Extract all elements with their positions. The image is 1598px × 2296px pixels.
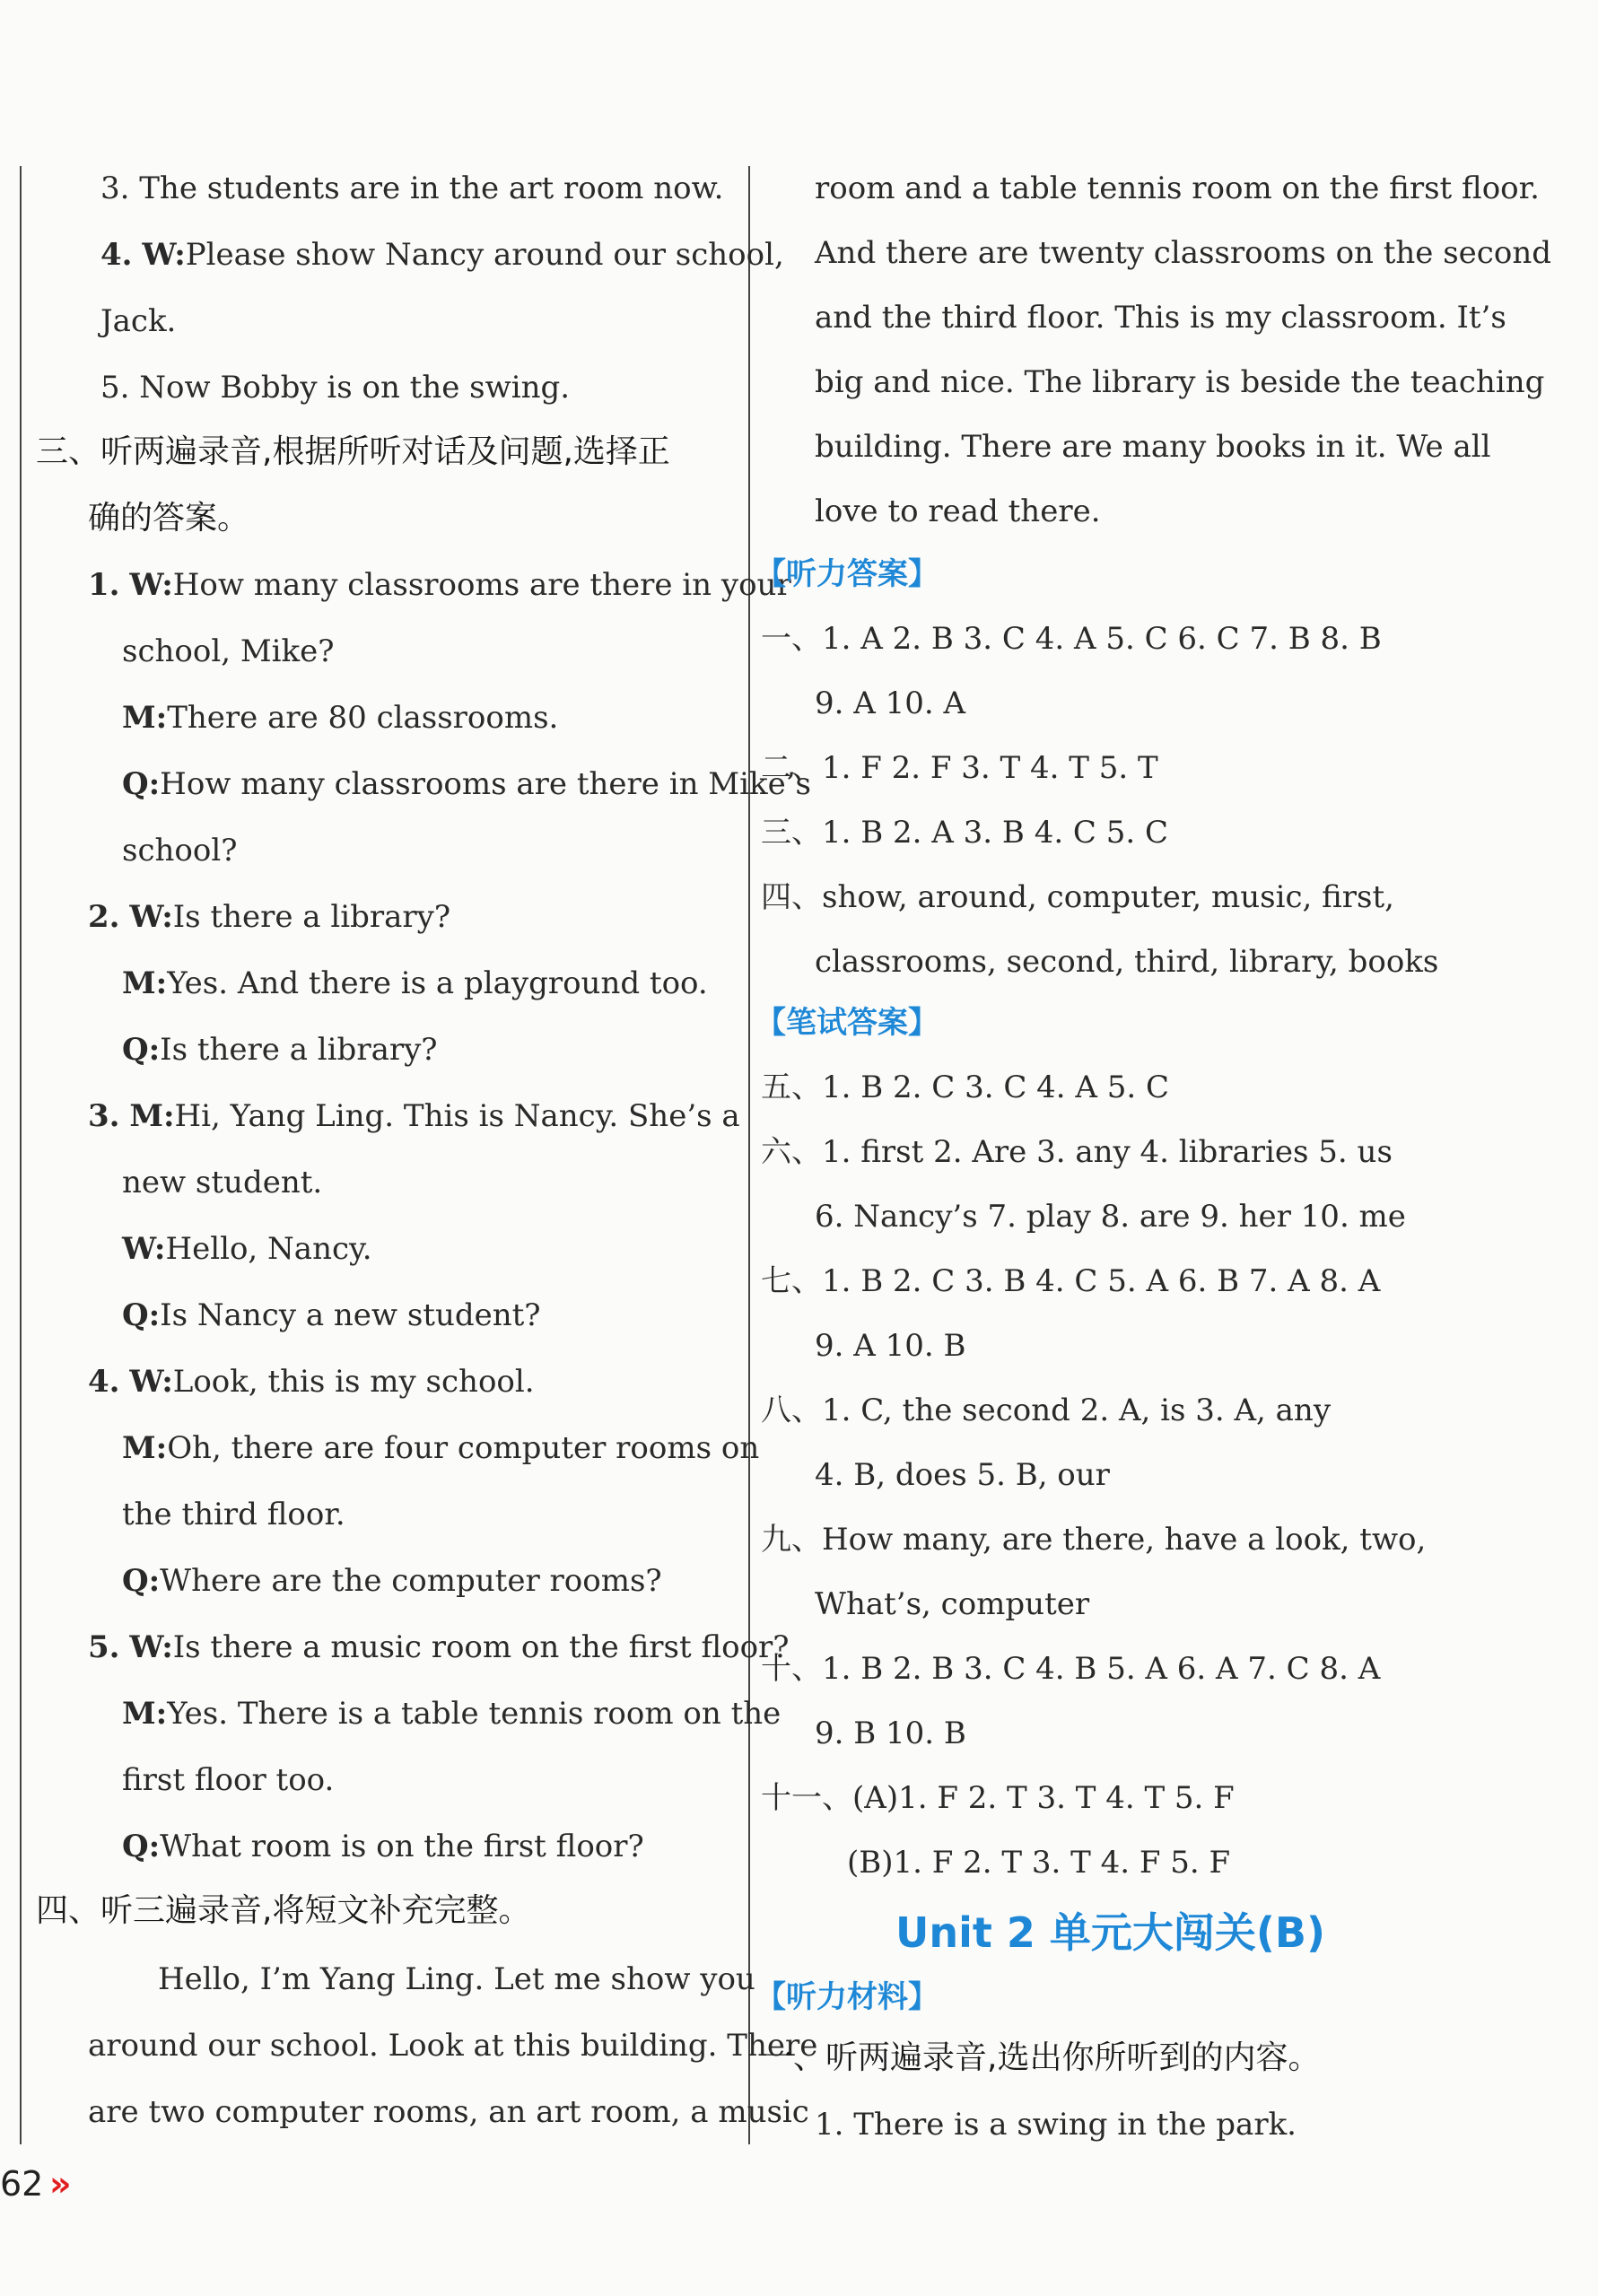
speaker-label: W: — [142, 237, 186, 273]
answer-line-10b: 9. B 10. B — [815, 1715, 966, 1751]
speaker-label: W: — [129, 567, 173, 603]
dialogue-text: Look, this is my school. — [172, 1364, 535, 1400]
column-divider — [748, 166, 750, 2144]
answer-line-9: 九、How many, are there, have a look, two, — [761, 1522, 1427, 1558]
speaker-label: M: — [122, 700, 168, 736]
dialogue-text: Hello, Nancy. — [165, 1231, 372, 1267]
dialogue-5-q — [122, 1829, 644, 1864]
dialogue-text: Is there a music room on the first floor? — [172, 1629, 790, 1665]
dialogue-5-m — [122, 1696, 781, 1732]
dialogue-1-m — [122, 700, 558, 736]
dialogue-4-q — [122, 1563, 662, 1599]
dialogue-text: Oh, there are four computer rooms on — [167, 1430, 760, 1466]
dialogue-text: How many classrooms are there in your — [172, 567, 791, 603]
answer-line-4: 四、show, around, computer, music, first, — [761, 879, 1394, 915]
dialogue-text: Yes. And there is a playground too. — [167, 965, 708, 1001]
dialogue-1-w — [88, 567, 791, 603]
speaker-label: Q: — [122, 1829, 161, 1864]
speaker-label: M: — [122, 1430, 168, 1466]
answer-line-1: 一、1. A 2. B 3. C 4. A 5. C 6. C 7. B 8. B — [761, 621, 1382, 657]
listening-material-header: 【听力材料】 — [755, 1979, 939, 2015]
dialogue-3-m-cont: new student. — [122, 1165, 323, 1200]
answer-line-4b: classrooms, second, third, library, books — [815, 944, 1439, 980]
item-number: 5. — [88, 1629, 120, 1665]
item-number: 4. — [100, 237, 133, 273]
dialogue-4-w — [88, 1364, 535, 1400]
item-number: 1. — [88, 567, 120, 603]
speaker-label: W: — [129, 1629, 173, 1665]
answer-line-7b: 9. A 10. B — [815, 1328, 966, 1364]
dialogue-text: How many classrooms are there in Mike’s — [160, 766, 811, 802]
dialogue-5-m-cont: first floor too. — [122, 1762, 335, 1798]
dialogue-text: Is Nancy a new student? — [160, 1297, 541, 1333]
dialogue-text: Where are the computer rooms? — [160, 1563, 662, 1599]
dialogue-3-q — [122, 1297, 541, 1333]
speaker-label: Q: — [122, 766, 161, 802]
passage-line-4: room and a table tennis room on the first floor. — [815, 170, 1540, 206]
dialogue-4-m-cont: the third floor. — [122, 1497, 345, 1532]
answer-line-11: 十一、(A)1. F 2. T 3. T 4. T 5. F — [761, 1780, 1235, 1816]
dialogue-2-q — [122, 1032, 438, 1068]
dialogue-text: Is there a library? — [160, 1032, 438, 1068]
speaker-label: Q: — [122, 1032, 161, 1068]
speaker-label: W: — [122, 1231, 166, 1267]
dialogue-text: What room is on the first floor? — [160, 1829, 644, 1864]
dialogue-3-m — [88, 1098, 740, 1134]
passage-line-3: are two computer rooms, an art room, a music — [88, 2094, 809, 2130]
passage-line-7: big and nice. The library is beside the teaching — [815, 364, 1545, 400]
listening-item-3: 3. The students are in the art room now. — [100, 170, 724, 206]
speaker-label: M: — [122, 965, 168, 1001]
page-number: 62 — [0, 2164, 44, 2204]
passage-line-2: around our school. Look at this building. There — [88, 2028, 818, 2064]
written-answers-header: 【笔试答案】 — [755, 1005, 939, 1041]
dialogue-2-w — [88, 899, 450, 935]
answer-line-7: 七、1. B 2. C 3. B 4. C 5. A 6. B 7. A 8. A — [761, 1263, 1381, 1299]
answer-line-8b: 4. B, does 5. B, our — [815, 1457, 1110, 1493]
dialogue-text: Is there a library? — [172, 899, 451, 935]
double-chevron-right-icon: » — [49, 2164, 72, 2204]
answer-line-5: 五、1. B 2. C 3. C 4. A 5. C — [761, 1069, 1170, 1105]
listening-item-5: 5. Now Bobby is on the swing. — [100, 370, 571, 406]
passage-line-6: and the third floor. This is my classroom. It’s — [815, 300, 1506, 336]
answer-line-10: 十、1. B 2. B 3. C 4. B 5. A 6. A 7. C 8. A — [761, 1651, 1381, 1687]
item-number: 3. — [88, 1098, 120, 1134]
item-number: 4. — [88, 1364, 120, 1400]
answer-line-8: 八、1. C, the second 2. A, is 3. A, any — [761, 1392, 1332, 1428]
passage-line-9: love to read there. — [815, 493, 1101, 529]
section-3-title-cont: 确的答案。 — [88, 500, 250, 537]
passage-line-1: Hello, I’m Yang Ling. Let me show you — [158, 1961, 755, 1997]
dialogue-1-w-cont: school, Mike? — [122, 633, 335, 669]
dialogue-3-w — [122, 1231, 372, 1267]
unit-title: Unit 2 单元大闯关(B) — [895, 1908, 1326, 1957]
speaker-label: Q: — [122, 1297, 161, 1333]
section-1-item-1: 1. There is a swing in the park. — [815, 2107, 1297, 2143]
dialogue-text: Hi, Yang Ling. This is Nancy. She’s a — [174, 1098, 740, 1134]
answer-line-6: 六、1. first 2. Are 3. any 4. libraries 5. us — [761, 1134, 1393, 1170]
answer-line-2: 二、1. F 2. F 3. T 4. T 5. T — [761, 750, 1158, 786]
answer-line-3: 三、1. B 2. A 3. B 4. C 5. C — [761, 815, 1169, 851]
dialogue-text: There are 80 classrooms. — [167, 700, 559, 736]
item-number: 2. — [88, 899, 120, 935]
listening-item-4-cont: Jack. — [100, 303, 177, 339]
answer-line-9b: What’s, computer — [815, 1586, 1090, 1622]
passage-line-8: building. There are many books in it. We all — [815, 429, 1491, 465]
listening-item-4 — [100, 237, 784, 273]
listening-answers-header: 【听力答案】 — [755, 556, 939, 592]
speaker-label: W: — [129, 1364, 173, 1400]
section-4-title: 四、听三遍录音,将短文补充完整。 — [36, 1892, 531, 1929]
speaker-label: Q: — [122, 1563, 161, 1599]
answer-line-1b: 9. A 10. A — [815, 685, 966, 721]
dialogue-2-m — [122, 965, 708, 1001]
section-3-title: 三、听两遍录音,根据所听对话及问题,选择正 — [36, 433, 670, 470]
passage-line-5: And there are twenty classrooms on the second — [815, 235, 1551, 271]
dialogue-5-w — [88, 1629, 790, 1665]
speaker-label: W: — [129, 899, 173, 935]
left-margin-rule — [20, 166, 22, 2144]
speaker-label: M: — [129, 1098, 175, 1134]
dialogue-1-q-cont: school? — [122, 833, 238, 869]
dialogue-1-q — [122, 766, 811, 802]
dialogue-text: Please show Nancy around our school, — [185, 237, 784, 273]
dialogue-4-m — [122, 1430, 759, 1466]
section-1-title: 一、听两遍录音,选出你所听到的内容。 — [761, 2039, 1321, 2076]
answer-line-11b: (B)1. F 2. T 3. T 4. F 5. F — [847, 1845, 1231, 1881]
answer-line-6b: 6. Nancy’s 7. play 8. are 9. her 10. me — [815, 1199, 1406, 1235]
dialogue-text: Yes. There is a table tennis room on the — [167, 1696, 782, 1732]
speaker-label: M: — [122, 1696, 168, 1732]
